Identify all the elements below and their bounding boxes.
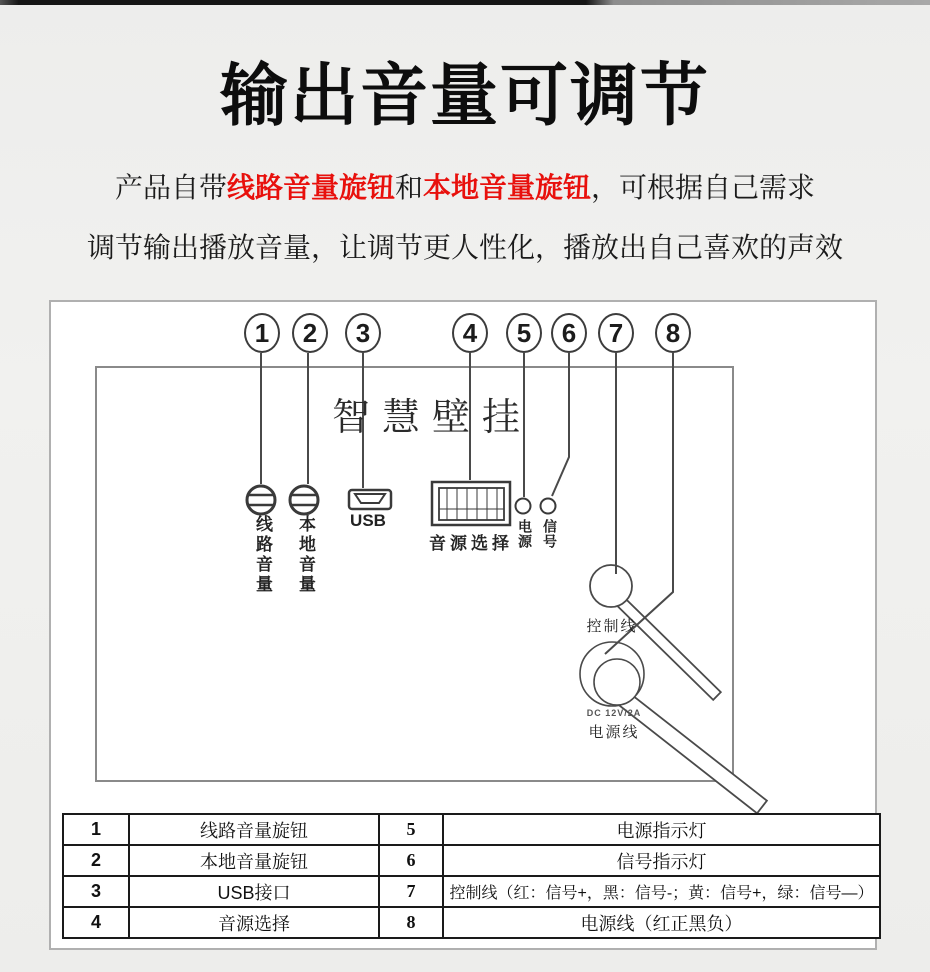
local-volume-knob-label: 本地音量 — [296, 515, 315, 595]
callout-7-number: 7 — [608, 317, 624, 348]
legend-desc-signal-led: 信号指示灯 — [443, 845, 880, 876]
legend-desc-local-volume: 本地音量旋钮 — [129, 845, 379, 876]
legend-desc-source-select: 音源选择 — [129, 907, 379, 938]
callout-1-number: 1 — [254, 317, 270, 348]
callout-5-number: 5 — [516, 317, 532, 348]
table-row — [63, 907, 880, 938]
legend-num: 1 — [63, 814, 129, 845]
source-select-label: 音源选择 — [429, 534, 513, 553]
callout-3 — [345, 313, 381, 353]
legend-num: 6 — [379, 845, 443, 876]
intro-paragraph — [0, 158, 930, 278]
signal-led-icon — [541, 499, 556, 514]
callout-5 — [506, 313, 542, 353]
intro-text: ，可根据自己需求 — [591, 172, 816, 203]
legend-desc-power-cable: 电源线（红正黑负） — [443, 907, 880, 938]
intro-highlight-local-volume: 本地音量旋钮 — [423, 172, 592, 203]
legend-num: 3 — [63, 876, 129, 907]
diagram-panel — [49, 300, 877, 950]
page-title: 输出音量可调节 — [219, 58, 710, 134]
legend-desc-control-cable: 控制线（红：信号+，黑：信号-；黄：信号+，绿：信号—） — [443, 876, 880, 907]
dc-rating-label: DC 12V/2A — [586, 708, 642, 718]
legend-desc-line-volume: 线路音量旋钮 — [129, 814, 379, 845]
power-led-icon — [516, 499, 531, 514]
callout-2 — [292, 313, 328, 353]
intro-text: 和 — [394, 172, 423, 203]
intro-text: 产品自带 — [114, 172, 227, 203]
legend-num: 7 — [379, 876, 443, 907]
callout-6 — [551, 313, 587, 353]
intro-line-1 — [0, 158, 930, 218]
legend-num: 4 — [63, 907, 129, 938]
usb-label: USB — [350, 511, 386, 530]
control-connector-icon — [590, 565, 632, 607]
legend-desc-usb: USB接口 — [129, 876, 379, 907]
table-row — [63, 814, 880, 845]
callout-8-number: 8 — [665, 317, 681, 348]
power-cable-label: 电源线 — [588, 724, 640, 741]
table-row — [63, 845, 880, 876]
line-volume-knob-label: 线路音量 — [253, 515, 272, 595]
source-select-switch-icon — [432, 482, 510, 525]
callout-2-number: 2 — [302, 317, 318, 348]
legend-num: 2 — [63, 845, 129, 876]
usb-port-icon — [349, 490, 391, 509]
leader-line-6 — [552, 353, 569, 496]
legend-num: 5 — [379, 814, 443, 845]
device-title: 智慧壁挂 — [332, 397, 533, 439]
legend-num: 8 — [379, 907, 443, 938]
top-divider-bar — [0, 0, 930, 5]
callout-1 — [244, 313, 280, 353]
callout-6-number: 6 — [561, 317, 577, 348]
line-volume-knob-icon — [247, 486, 275, 514]
callout-4-number: 4 — [462, 317, 478, 348]
callout-7 — [598, 313, 634, 353]
signal-led-label: 信号 — [542, 519, 558, 549]
legend-desc-power-led: 电源指示灯 — [443, 814, 880, 845]
table-row — [63, 876, 880, 907]
callout-3-number: 3 — [355, 317, 371, 348]
intro-line-2: 调节输出播放音量，让调节更人性化，播放出自己喜欢的声效 — [86, 232, 843, 263]
power-connector-icon — [594, 659, 640, 705]
legend-table — [62, 813, 881, 939]
intro-highlight-line-volume: 线路音量旋钮 — [226, 172, 395, 203]
power-led-label: 电源 — [517, 519, 533, 549]
control-cable-label: 控制线 — [586, 618, 638, 635]
local-volume-knob-icon — [290, 486, 318, 514]
callout-8 — [655, 313, 691, 353]
callout-4 — [452, 313, 488, 353]
